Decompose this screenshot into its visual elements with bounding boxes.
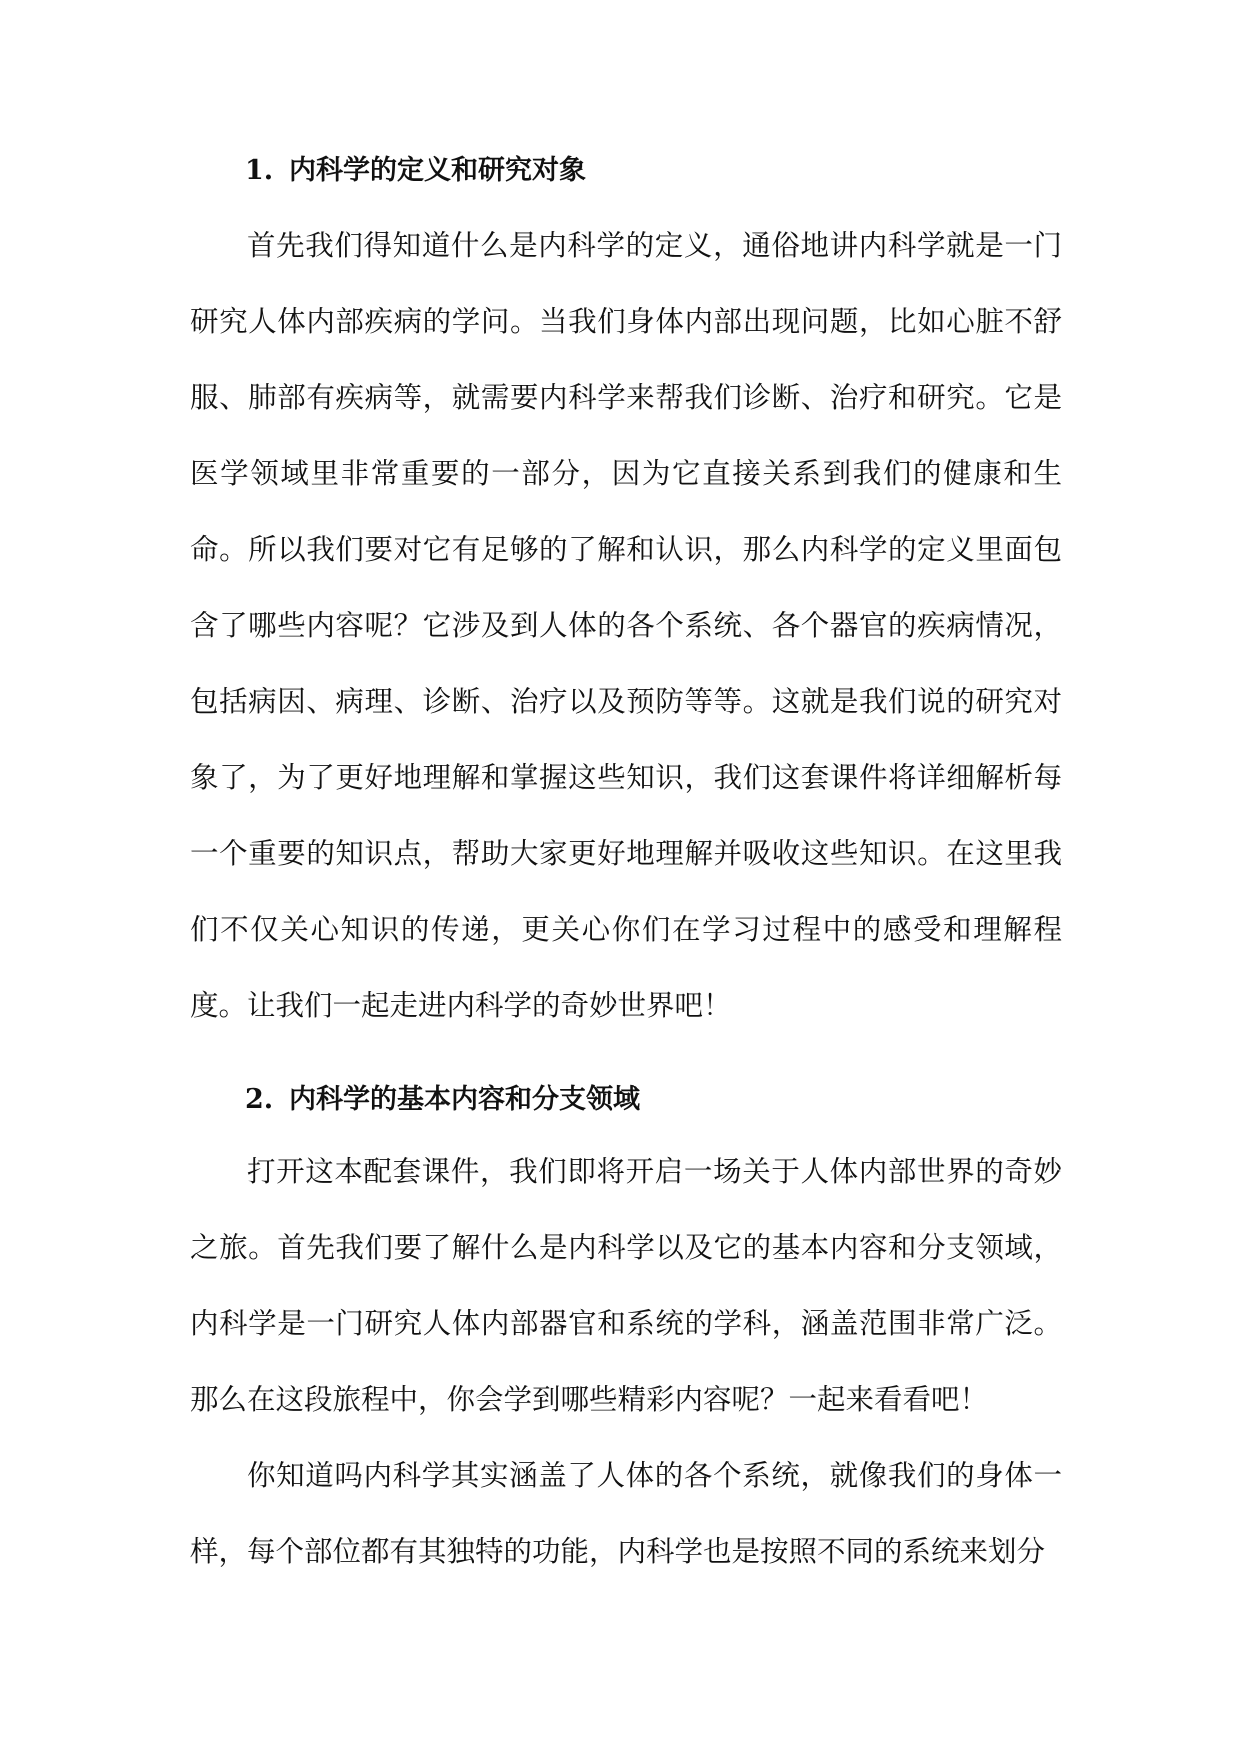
section-number: 2. (245, 1084, 274, 1115)
body-paragraph: 你知道吗内科学其实涵盖了人体的各个系统，就像我们的身体一样，每个部位都有其独特的功能，内科学也是按照不同的系统来划分 (190, 1459, 1062, 1568)
section-title: 内科学的基本内容和分支领域 (289, 1084, 640, 1115)
section-heading (245, 1080, 1065, 1120)
section-number: 1. (245, 155, 274, 186)
section-heading (245, 151, 1065, 191)
body-paragraph: 打开这本配套课件，我们即将开启一场关于人体内部世界的奇妙之旅。首先我们要了解什么是内科学以及它的基本内容和分支领域，内科学是一门研究人体内部器官和系统的学科，涵盖范围非常广泛。那么在这段旅程中，你会学到哪些精彩内容呢？一起来看看吧！ (190, 1155, 1062, 1416)
section-title: 内科学的定义和研究对象 (289, 155, 586, 186)
body-paragraph: 首先我们得知道什么是内科学的定义，通俗地讲内科学就是一门研究人体内部疾病的学问。当我们身体内部出现问题，比如心脏不舒服、肺部有疾病等，就需要内科学来帮我们诊断、治疗和研究。它是医学领域里非常重要的一部分，因为它直接关系到我们的健康和生命。所以我们要对它有足够的了解和认识，那么内科学的定义里面包含了哪些内容呢？它涉及到人体的各个系统、各个器官的疾病情况，包括病因、病理、诊断、治疗以及预防等等。这就是我们说的研究对象了，为了更好地理解和掌握这些知识，我们这套课件将详细解析每一个重要的知识点，帮助大家更好地理解并吸收这些知识。在这里我们不仅关心知识的传递，更关心你们在学习过程中的感受和理解程度。让我们一起走进内科学的奇妙世界吧！ (190, 229, 1062, 1022)
